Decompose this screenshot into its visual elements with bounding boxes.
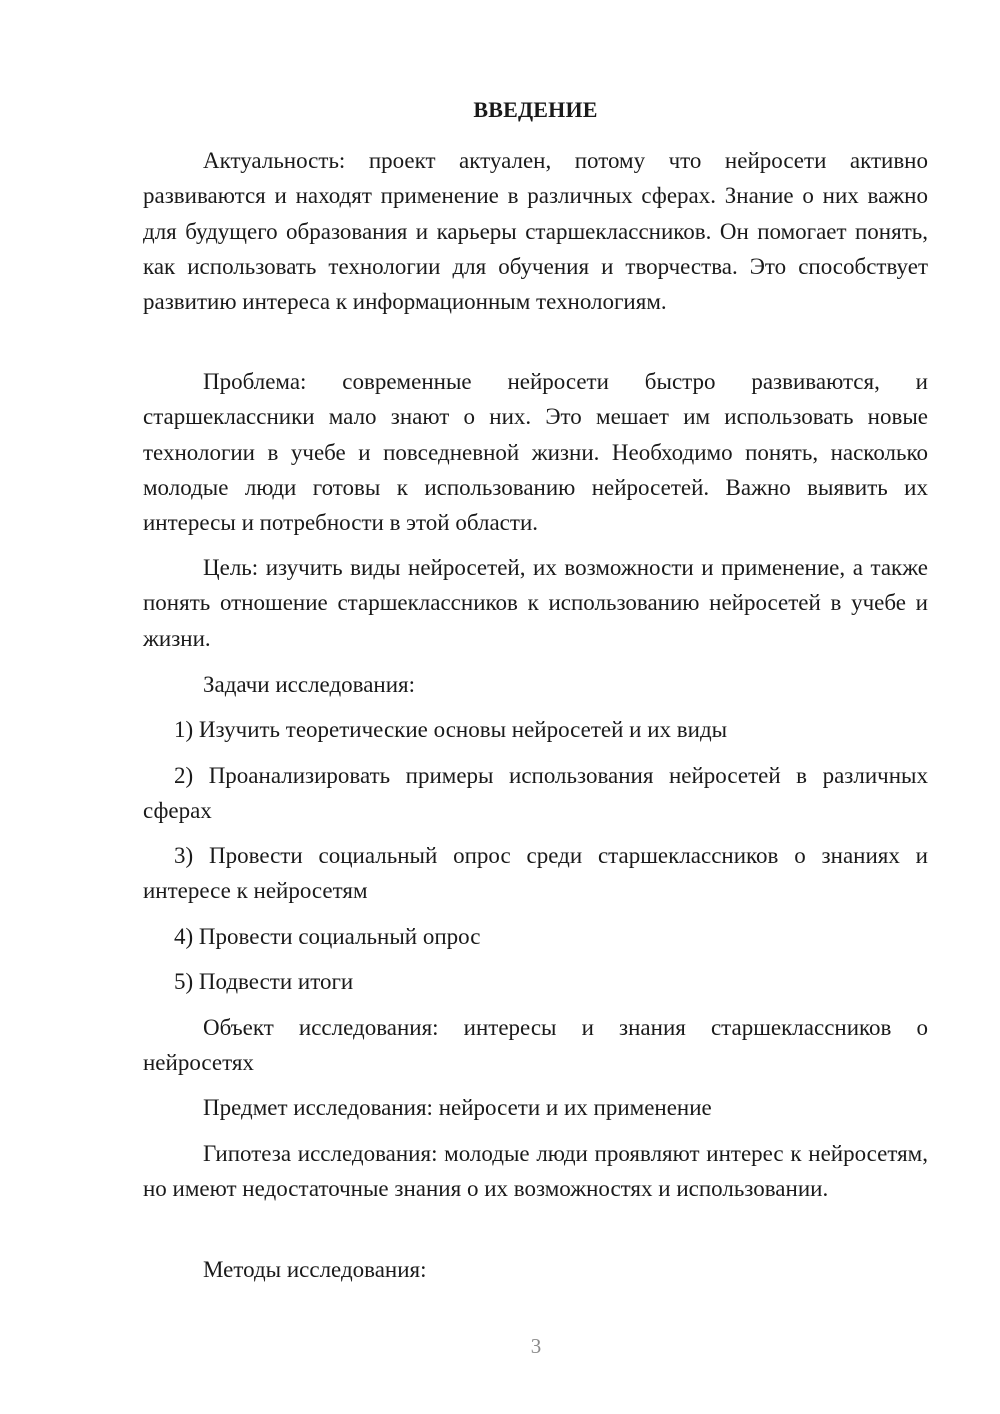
page-number: 3 (530, 1334, 542, 1358)
paragraph-object: Объект исследования: интересы и знания старшеклассников о нейросетях (143, 1015, 928, 1076)
paragraph-hypothesis: Гипотеза исследования: молодые люди проявляют интерес к нейросетям, но имеют недостаточные знания о их возможностях и использовании. (143, 1141, 928, 1202)
paragraph-goal: Цель: изучить виды нейросетей, их возможности и применение, а также понять отношение старшеклассников к использованию нейросетей в учебе и жизни. (143, 555, 928, 651)
paragraph-methods-heading: Методы исследования: (203, 1257, 427, 1282)
list-item-task-1: 1) Изучить теоретические основы нейросетей и их виды (174, 717, 728, 742)
list-item-task-3: 3) Провести социальный опрос среди старшеклассников о знаниях и интересе к нейросетям (143, 843, 928, 904)
paragraph-problem: Проблема: современные нейросети быстро развиваются, и старшеклассники мало знают о них. Это мешает им использовать новые технологии в учебе и повседневной жизни. Необходимо понять, насколько молодые люди готовы к использованию нейросетей. Важно выявить их интересы и потребности в этой области. (143, 369, 928, 536)
list-item-task-4: 4) Провести социальный опрос (174, 924, 481, 949)
list-item-task-2: 2) Проанализировать примеры использования нейросетей в различных сферах (143, 763, 928, 824)
list-item-task-5: 5) Подвести итоги (174, 969, 354, 994)
paragraph-relevance: Актуальность: проект актуален, потому что нейросети активно развиваются и находят применение в различных сферах. Знание о них важно для будущего образования и карьеры старшеклассников. Он помогает понять, как использовать технологии для обучения и творчества. Это способствует развитию интереса к информационным технологиям. (143, 148, 928, 315)
paragraph-subject: Предмет исследования: нейросети и их применение (203, 1095, 712, 1120)
paragraph-tasks-heading: Задачи исследования: (203, 672, 416, 697)
section-title: ВВЕДЕНИЕ (473, 97, 598, 122)
